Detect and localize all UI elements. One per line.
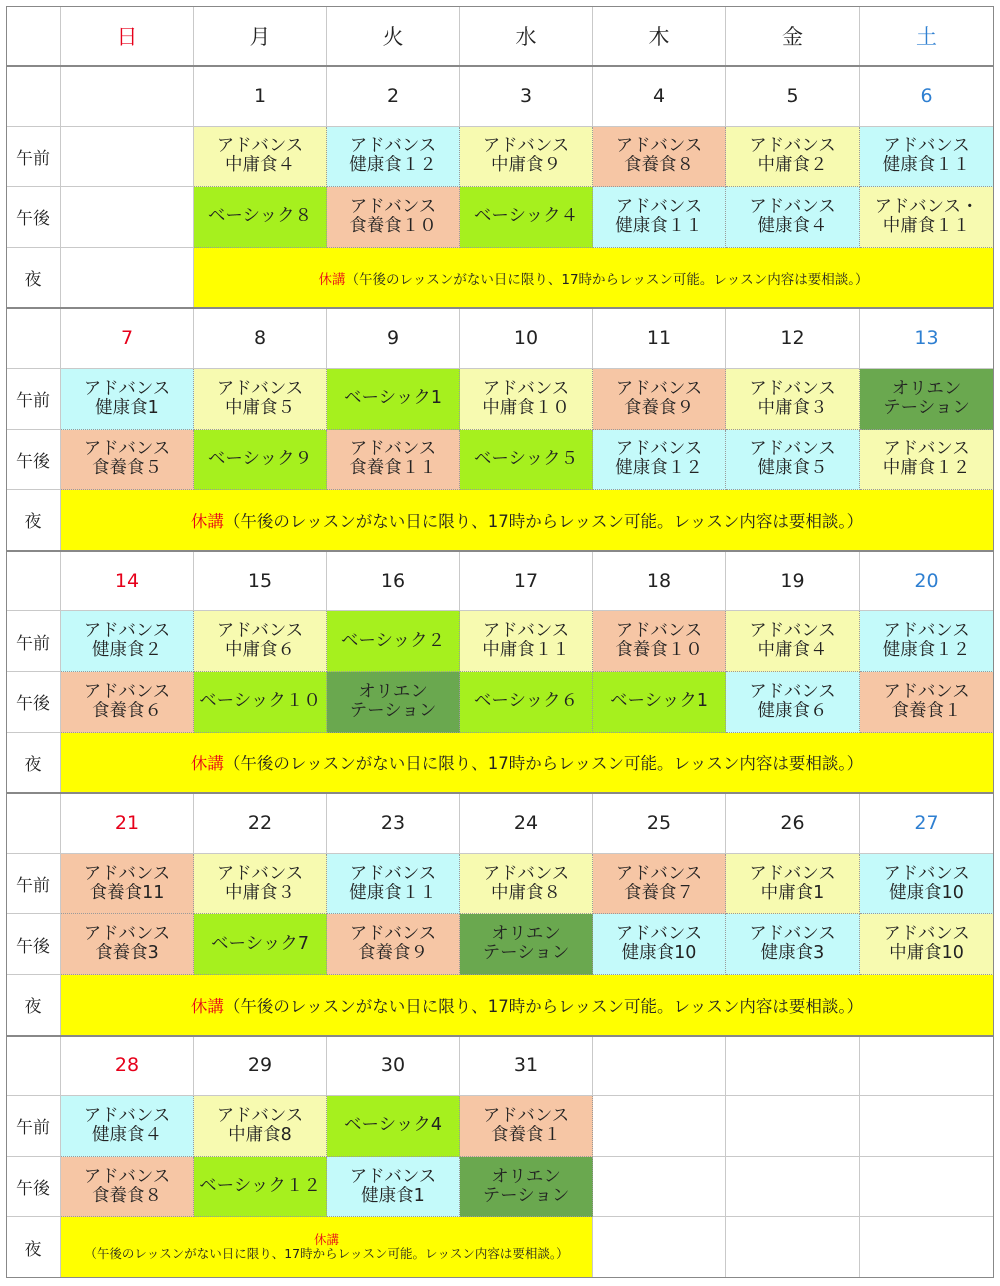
date-number: 17 (513, 569, 539, 592)
date-cell (194, 793, 327, 854)
lesson-cell[interactable] (593, 672, 726, 733)
lesson-cell[interactable] (593, 430, 726, 491)
weekday-header (726, 6, 860, 66)
lesson-label: オリエン テーション (883, 378, 970, 418)
date-cell (61, 793, 194, 854)
lesson-label: アドバンス 食養食８ (83, 1166, 171, 1206)
lesson-label: アドバンス 健康食10 (883, 863, 970, 903)
closed-label: 休講 (190, 754, 224, 774)
lesson-cell[interactable] (860, 187, 994, 248)
lesson-label: アドバンス 中庸食8 (216, 1105, 304, 1145)
lesson-cell[interactable] (726, 127, 860, 188)
lesson-cell[interactable] (726, 369, 860, 430)
date-number: 16 (380, 569, 406, 592)
lesson-cell[interactable] (194, 430, 327, 491)
lesson-cell[interactable] (327, 1157, 460, 1218)
lesson-label: オリエン テーション (482, 1166, 570, 1206)
lesson-label: ベーシック２ (340, 630, 446, 651)
row-label-pm (6, 672, 61, 733)
lesson-label: アドバンス 健康食1 (83, 378, 171, 418)
closed-note: （午後のレッスンがない日に限り、17時からレッスン可能。レッスン内容は要相談。） (223, 754, 864, 774)
date-number: 4 (652, 84, 666, 107)
lesson-label: アドバンス 食養食５ (83, 439, 171, 479)
lesson-label: オリエン テーション (482, 924, 570, 964)
date-number: 8 (253, 327, 267, 350)
lesson-label: ベーシック1 (344, 388, 442, 409)
lesson-label: アドバンス 食養食１ (883, 681, 970, 721)
date-cell (327, 66, 460, 127)
week-divider (6, 1035, 994, 1037)
lesson-cell[interactable] (593, 914, 726, 975)
lesson-label: ベーシック８ (207, 206, 313, 227)
row-label-am (6, 127, 61, 188)
weekday-label: 土 (916, 24, 937, 49)
lesson-label: ベーシック５ (473, 448, 579, 469)
date-number: 22 (247, 811, 273, 834)
night-closed-banner (194, 248, 994, 309)
lesson-label: アドバンス 食養食８ (615, 136, 703, 176)
lesson-cell[interactable] (593, 187, 726, 248)
row-label-text: 午後 (16, 451, 50, 472)
lesson-label: アドバンス 食養食11 (83, 863, 171, 903)
lesson-cell[interactable] (194, 187, 327, 248)
date-cell (61, 66, 194, 127)
date-number: 27 (914, 811, 939, 834)
empty-cell (61, 187, 194, 248)
lesson-label: アドバンス 健康食５ (749, 439, 836, 479)
date-cell (593, 793, 726, 854)
lesson-cell[interactable] (327, 369, 460, 430)
date-cell (860, 551, 994, 612)
lesson-cell[interactable] (61, 854, 194, 915)
empty-cell (726, 1157, 860, 1218)
date-cell (61, 308, 194, 369)
closed-note: （午後のレッスンがない日に限り、17時からレッスン可能。レッスン内容は要相談。） (84, 1246, 569, 1262)
date-cell (194, 66, 327, 127)
weekday-label: 火 (382, 24, 404, 49)
weekday-header (194, 6, 327, 66)
date-row-label (6, 308, 61, 369)
lesson-cell[interactable] (726, 854, 860, 915)
row-label-text: 午前 (16, 1118, 50, 1139)
date-cell (194, 1036, 327, 1097)
date-cell (593, 1036, 726, 1097)
date-cell (593, 551, 726, 612)
lesson-cell[interactable] (194, 672, 327, 733)
lesson-label: アドバンス 中庸食1 (749, 863, 836, 903)
lesson-cell[interactable] (593, 127, 726, 188)
date-number: 2 (386, 84, 400, 107)
date-cell (726, 551, 860, 612)
lesson-cell[interactable] (593, 369, 726, 430)
date-number: 30 (380, 1054, 406, 1077)
lesson-label: アドバンス 中庸食４ (216, 136, 304, 176)
date-number: 7 (120, 327, 134, 350)
lesson-cell[interactable] (61, 1096, 194, 1157)
date-number: 10 (513, 327, 539, 350)
lesson-cell[interactable] (61, 1157, 194, 1218)
lesson-label: アドバンス 健康食６ (749, 681, 836, 721)
closed-label: 休講 (318, 271, 346, 288)
lesson-cell[interactable] (460, 854, 593, 915)
lesson-cell[interactable] (460, 1157, 593, 1218)
lesson-cell[interactable] (194, 854, 327, 915)
row-label-am (6, 854, 61, 915)
lesson-cell[interactable] (327, 127, 460, 188)
row-label-night (6, 248, 61, 309)
empty-cell (860, 1157, 994, 1218)
lesson-cell[interactable] (860, 369, 994, 430)
closed-note: （午後のレッスンがない日に限り、17時からレッスン可能。レッスン内容は要相談。） (223, 996, 864, 1016)
date-cell (327, 1036, 460, 1097)
date-cell (460, 66, 593, 127)
lesson-label: アドバンス 健康食４ (749, 196, 836, 236)
row-label-text: 午後 (16, 1179, 50, 1200)
lesson-cell[interactable] (61, 672, 194, 733)
lesson-label: アドバンス 健康食10 (615, 924, 703, 964)
night-closed-banner (61, 733, 994, 794)
lesson-label: ベーシック１２ (199, 1176, 321, 1197)
lesson-label: アドバンス 食養食3 (83, 924, 171, 964)
date-row-label (6, 551, 61, 612)
lesson-cell[interactable] (593, 854, 726, 915)
row-label-text: 午前 (16, 148, 50, 169)
date-number: 24 (513, 811, 539, 834)
empty-cell (726, 1096, 860, 1157)
date-number: 28 (114, 1054, 140, 1077)
lesson-cell[interactable] (726, 672, 860, 733)
lesson-cell[interactable] (860, 854, 994, 915)
lesson-cell[interactable] (194, 1157, 327, 1218)
lesson-label: アドバンス 中庸食５ (216, 378, 304, 418)
row-label-night (6, 975, 61, 1036)
date-number: 21 (114, 811, 140, 834)
date-cell (726, 308, 860, 369)
date-cell (726, 66, 860, 127)
night-closed-banner (61, 490, 994, 551)
lesson-cell[interactable] (593, 611, 726, 672)
week-divider (6, 65, 994, 67)
lesson-label: ベーシック９ (207, 448, 313, 469)
date-cell (460, 308, 593, 369)
row-label-text: 午後 (16, 209, 50, 230)
lesson-cell[interactable] (726, 187, 860, 248)
lesson-label: アドバンス 健康食１２ (882, 621, 971, 661)
empty-cell (726, 1217, 860, 1278)
date-cell (460, 1036, 593, 1097)
lesson-label: アドバンス 食養食９ (615, 378, 703, 418)
row-label-pm (6, 1157, 61, 1218)
lesson-label: アドバンス 中庸食９ (482, 136, 570, 176)
weekday-header (327, 6, 460, 66)
lesson-cell[interactable] (860, 127, 994, 188)
date-cell (860, 793, 994, 854)
lesson-cell[interactable] (726, 430, 860, 491)
week-divider (6, 307, 994, 309)
weekday-header (593, 6, 726, 66)
date-number: 13 (914, 327, 939, 350)
weekday-label: 月 (249, 24, 271, 49)
date-cell (61, 551, 194, 612)
date-number: 14 (114, 569, 140, 592)
lesson-cell[interactable] (460, 914, 593, 975)
date-cell (860, 1036, 994, 1097)
row-label-text: 夜 (24, 997, 42, 1018)
date-cell (194, 308, 327, 369)
lesson-cell[interactable] (194, 369, 327, 430)
row-label-am (6, 369, 61, 430)
lesson-cell[interactable] (460, 611, 593, 672)
row-label-text: 夜 (24, 1239, 42, 1260)
lesson-cell[interactable] (860, 914, 994, 975)
lesson-label: アドバンス 食養食１１ (349, 439, 437, 479)
date-cell (460, 551, 593, 612)
lesson-label: アドバンス 健康食3 (749, 924, 836, 964)
row-label-text: 夜 (24, 270, 42, 291)
row-label-night (6, 490, 61, 551)
weekday-label: 日 (116, 24, 138, 49)
date-cell (327, 551, 460, 612)
lesson-cell[interactable] (327, 430, 460, 491)
lesson-label: アドバンス 中庸食４ (749, 621, 836, 661)
lesson-cell[interactable] (460, 127, 593, 188)
empty-cell (860, 1096, 994, 1157)
lesson-label: アドバンス 食養食１０ (349, 196, 437, 236)
lesson-label: アドバンス 食養食９ (349, 924, 437, 964)
row-label-text: 午後 (16, 694, 50, 715)
row-label-night (6, 733, 61, 794)
lesson-label: アドバンス・ 中庸食１１ (874, 196, 979, 236)
lesson-label: アドバンス 健康食１２ (615, 439, 703, 479)
lesson-cell[interactable] (327, 611, 460, 672)
lesson-label: アドバンス 中庸食１０ (482, 378, 570, 418)
lesson-label: アドバンス 中庸食８ (482, 863, 570, 903)
lesson-cell[interactable] (460, 430, 593, 491)
empty-cell (593, 1217, 726, 1278)
date-number: 12 (780, 327, 805, 350)
lesson-cell[interactable] (194, 1096, 327, 1157)
lesson-cell[interactable] (61, 430, 194, 491)
lesson-label: アドバンス 健康食１１ (349, 863, 437, 903)
closed-label: 休講 (190, 511, 224, 531)
empty-cell (61, 248, 194, 309)
row-label-am (6, 1096, 61, 1157)
week-divider (6, 550, 994, 552)
lesson-cell[interactable] (194, 127, 327, 188)
date-cell (327, 308, 460, 369)
lesson-cell[interactable] (61, 611, 194, 672)
date-number: 23 (380, 811, 406, 834)
lesson-cell[interactable] (327, 187, 460, 248)
row-label-am (6, 611, 61, 672)
lesson-label: ベーシック４ (473, 206, 579, 227)
lesson-cell[interactable] (860, 430, 994, 491)
date-cell (593, 308, 726, 369)
date-number: 19 (780, 569, 805, 592)
lesson-cell[interactable] (726, 611, 860, 672)
empty-cell (860, 1217, 994, 1278)
lesson-cell[interactable] (460, 1096, 593, 1157)
lesson-cell[interactable] (860, 611, 994, 672)
row-label-text: 夜 (24, 754, 42, 775)
week-divider (6, 792, 994, 794)
lesson-cell[interactable] (460, 369, 593, 430)
lesson-label: ベーシック１０ (199, 691, 321, 712)
date-cell (726, 1036, 860, 1097)
weekday-header (860, 6, 994, 66)
closed-note: （午後のレッスンがない日に限り、17時からレッスン可能。レッスン内容は要相談。） (345, 271, 869, 288)
empty-cell (593, 1096, 726, 1157)
date-cell (327, 793, 460, 854)
empty-cell (593, 1157, 726, 1218)
date-cell (593, 66, 726, 127)
weekday-label: 水 (515, 24, 537, 49)
row-label-text: 夜 (24, 512, 42, 533)
night-closed-banner (61, 975, 994, 1036)
row-label-text: 午前 (16, 876, 50, 897)
row-label-pm (6, 914, 61, 975)
lesson-label: アドバンス 健康食１１ (615, 196, 703, 236)
closed-label: 休講 (313, 1232, 339, 1248)
weekday-label: 木 (648, 24, 670, 49)
lesson-cell[interactable] (726, 914, 860, 975)
date-number: 25 (646, 811, 672, 834)
lesson-cell[interactable] (460, 187, 593, 248)
date-cell (61, 1036, 194, 1097)
weekday-header (460, 6, 593, 66)
date-cell (726, 793, 860, 854)
lesson-label: アドバンス 中庸食１１ (482, 621, 570, 661)
weekday-header (61, 6, 194, 66)
date-number: 3 (519, 84, 533, 107)
lesson-label: アドバンス 健康食２ (83, 621, 171, 661)
lesson-label: アドバンス 中庸食２ (749, 136, 836, 176)
lesson-cell[interactable] (327, 854, 460, 915)
lesson-label: アドバンス 食養食１０ (615, 621, 703, 661)
closed-note: （午後のレッスンがない日に限り、17時からレッスン可能。レッスン内容は要相談。） (223, 511, 864, 531)
lesson-label: アドバンス 食養食１ (482, 1105, 570, 1145)
row-label-pm (6, 187, 61, 248)
lesson-label: アドバンス 食養食７ (615, 863, 703, 903)
date-cell (194, 551, 327, 612)
lesson-label: アドバンス 健康食１１ (882, 136, 971, 176)
date-row-label (6, 1036, 61, 1097)
date-number: 31 (513, 1054, 539, 1077)
lesson-cell[interactable] (327, 672, 460, 733)
lesson-label: アドバンス 中庸食３ (216, 863, 304, 903)
lesson-label: アドバンス 中庸食３ (749, 378, 836, 418)
lesson-cell[interactable] (194, 914, 327, 975)
header-corner (6, 6, 61, 66)
lesson-label: アドバンス 中庸食10 (883, 924, 970, 964)
lesson-label: アドバンス 健康食４ (83, 1105, 171, 1145)
row-label-pm (6, 430, 61, 491)
row-label-night (6, 1217, 61, 1278)
lesson-cell[interactable] (61, 914, 194, 975)
lesson-label: ベーシック7 (211, 933, 309, 954)
lesson-cell[interactable] (327, 1096, 460, 1157)
date-row-label (6, 66, 61, 127)
night-closed-banner (61, 1217, 593, 1278)
lesson-label: ベーシック６ (473, 691, 579, 712)
date-number: 6 (920, 84, 933, 107)
lesson-label: アドバンス 食養食６ (83, 681, 171, 721)
date-row-label (6, 793, 61, 854)
lesson-cell[interactable] (460, 672, 593, 733)
date-number: 1 (253, 84, 267, 107)
date-number: 29 (247, 1054, 273, 1077)
lesson-cell[interactable] (61, 369, 194, 430)
date-number: 18 (646, 569, 672, 592)
lesson-cell[interactable] (194, 611, 327, 672)
lesson-cell[interactable] (327, 914, 460, 975)
row-label-text: 午前 (16, 633, 50, 654)
closed-label: 休講 (190, 996, 224, 1016)
date-number: 5 (786, 84, 799, 107)
lesson-label: アドバンス 健康食１２ (349, 136, 437, 176)
lesson-label: アドバンス 健康食1 (349, 1166, 437, 1206)
lesson-label: オリエン テーション (349, 681, 437, 721)
lesson-label: ベーシック4 (344, 1115, 442, 1136)
date-number: 11 (646, 327, 672, 350)
date-number: 26 (780, 811, 805, 834)
weekday-label: 金 (782, 24, 803, 49)
row-label-text: 午後 (16, 936, 50, 957)
date-cell (860, 66, 994, 127)
date-cell (460, 793, 593, 854)
lesson-label: アドバンス 中庸食６ (216, 621, 304, 661)
lesson-cell[interactable] (860, 672, 994, 733)
date-number: 15 (247, 569, 273, 592)
date-number: 9 (386, 327, 400, 350)
lesson-label: アドバンス 中庸食１２ (882, 439, 971, 479)
row-label-text: 午前 (16, 391, 50, 412)
empty-cell (61, 127, 194, 188)
lesson-label: ベーシック1 (610, 691, 708, 712)
date-number: 20 (914, 569, 939, 592)
date-cell (860, 308, 994, 369)
